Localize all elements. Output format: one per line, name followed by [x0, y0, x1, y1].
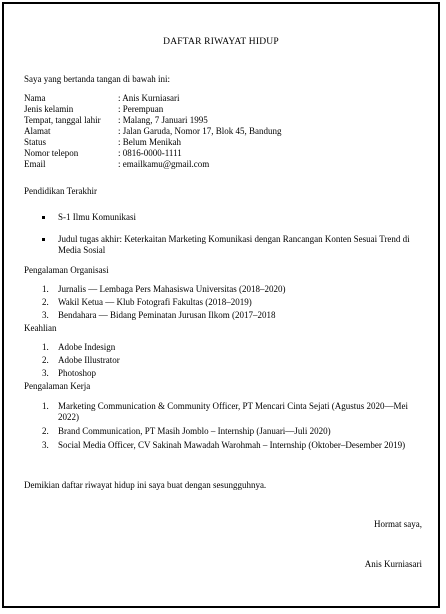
value-birth: : Malang, 7 Januari 1995: [118, 115, 208, 125]
label-email: Email: [24, 159, 46, 169]
value-email: : emailkamu@gmail.com: [118, 159, 210, 169]
label-phone: Nomor telepon: [24, 148, 79, 158]
label-birth: Tempat, tanggal lahir: [24, 115, 101, 125]
work-heading: Pengalaman Kerja: [24, 381, 91, 391]
label-address: Alamat: [24, 126, 51, 136]
work-item: Marketing Communication & Community Officer, PT Mencari Cinta Sejati (Agustus 2020—Mei 2022): [58, 401, 409, 422]
list-number: 3.: [42, 368, 49, 378]
list-number: 3.: [42, 440, 49, 450]
skills-heading: Keahlian: [24, 323, 57, 333]
education-heading: Pendidikan Terakhir: [24, 186, 97, 196]
skill-item: Photoshop: [58, 368, 97, 378]
list-number: 2.: [42, 297, 49, 307]
work-item: Social Media Officer, CV Sakinah Mawadah Warohmah – Internship (Oktober–Desember 2019): [58, 440, 406, 450]
education-item-degree: S-1 Ilmu Komunikasi: [58, 212, 136, 222]
organization-item: Jurnalis — Lembaga Pers Mahasiswa Universitas (2018–2020): [58, 284, 286, 294]
closing-text: Demikian daftar riwayat hidup ini saya buat dengan sesungguhnya.: [24, 480, 267, 490]
value-address: : Jalan Garuda, Nomor 17, Blok 45, Bandung: [118, 126, 282, 136]
work-item: Brand Communication, PT Masih Jomblo – Internship (Januari—Juli 2020): [58, 426, 331, 436]
label-name: Nama: [24, 93, 46, 103]
value-name: : Anis Kurniasari: [118, 93, 180, 103]
label-gender: Jenis kelamin: [24, 104, 74, 114]
skill-item: Adobe Indesign: [58, 342, 116, 352]
intro-text: Saya yang bertanda tangan di bawah ini:: [24, 74, 170, 84]
list-number: 3.: [42, 310, 49, 320]
organization-heading: Pengalaman Organisasi: [24, 265, 109, 275]
list-number: 1.: [42, 342, 49, 352]
bullet-icon: [42, 238, 45, 241]
skill-item: Adobe Illustrator: [58, 355, 120, 365]
document-title: DAFTAR RIWAYAT HIDUP: [163, 37, 279, 47]
document-page: [2, 2, 440, 608]
bullet-icon: [42, 216, 45, 219]
label-status: Status: [24, 137, 47, 147]
signature-name: Anis Kurniasari: [364, 559, 422, 569]
organization-item: Wakil Ketua — Klub Fotografi Fakultas (2018–2019): [58, 297, 252, 307]
list-number: 1.: [42, 401, 49, 411]
value-phone: : 0816-0000-1111: [118, 148, 182, 158]
education-item-thesis: Judul tugas akhir: Keterkaitan Marketing Komunikasi dengan Rancangan Konten Sesuai Trend di Media Sosial: [58, 234, 410, 255]
list-number: 1.: [42, 284, 49, 294]
list-number: 2.: [42, 426, 49, 436]
list-number: 2.: [42, 355, 49, 365]
value-status: : Belum Menikah: [118, 137, 181, 147]
regards-text: Hormat saya,: [374, 519, 422, 529]
organization-item: Bendahara — Bidang Peminatan Jurusan Ilkom (2017–2018: [58, 310, 276, 320]
value-gender: : Perempuan: [118, 104, 164, 114]
